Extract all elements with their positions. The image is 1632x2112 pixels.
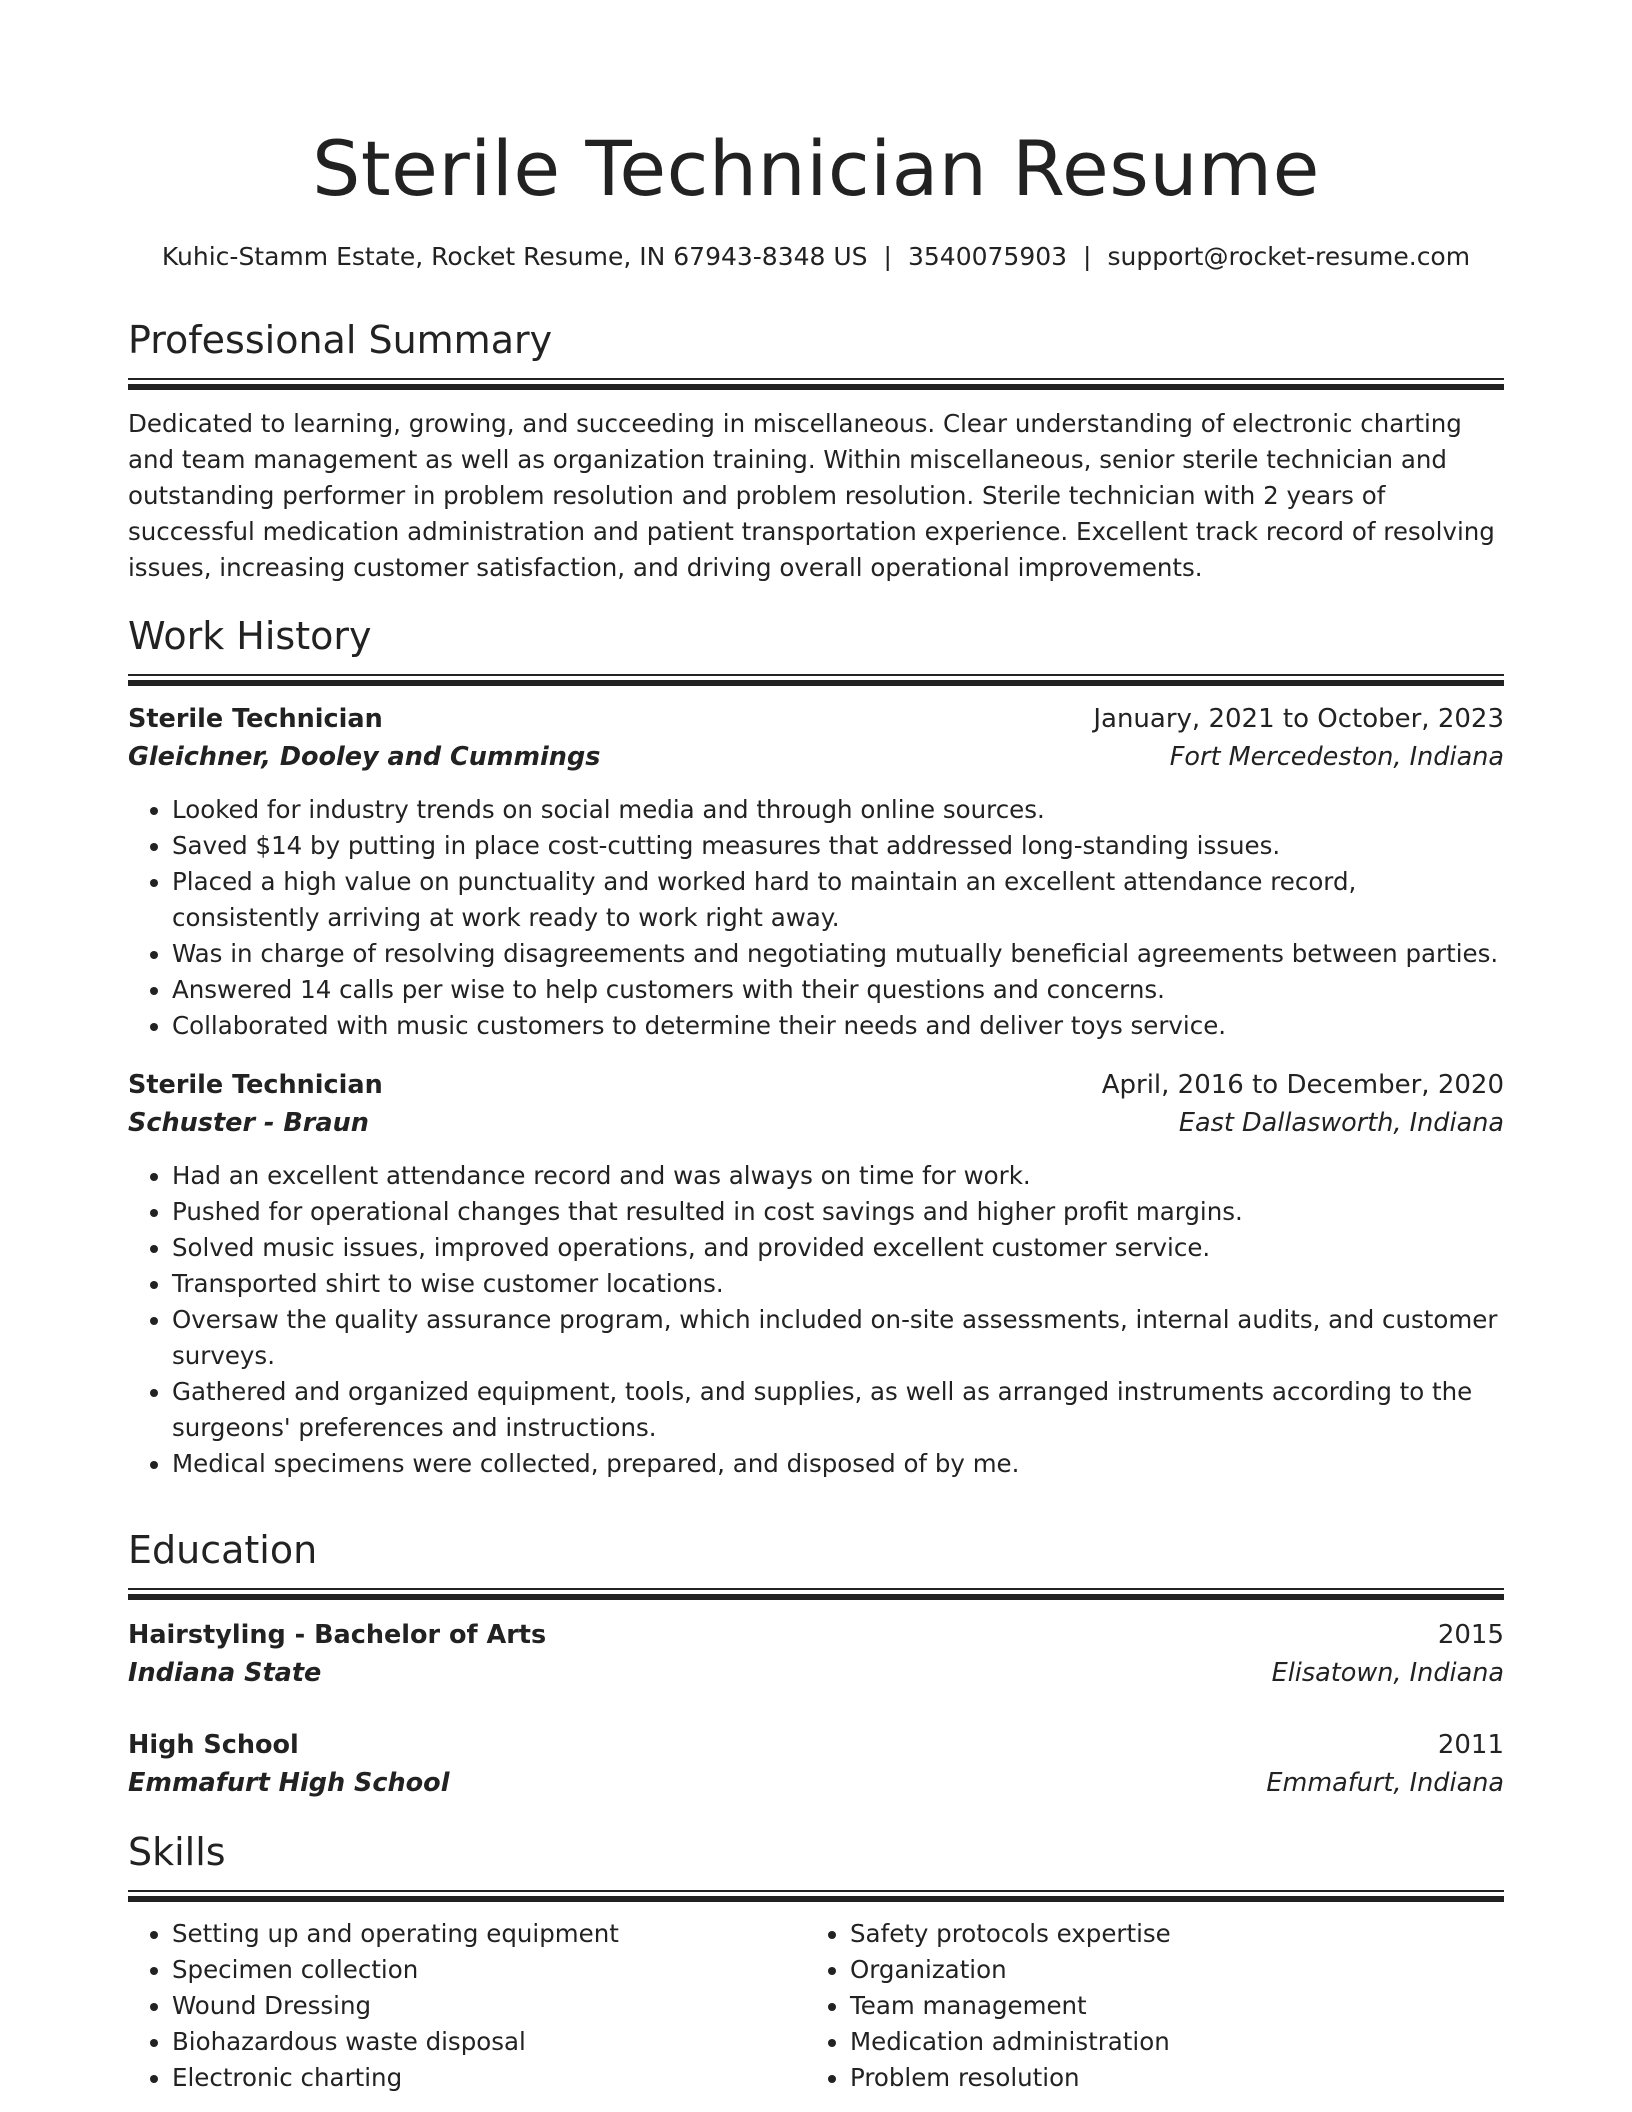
skill-item: • Safety protocols expertise	[850, 1916, 1484, 1952]
job-entry	[128, 700, 1504, 1044]
job-dates: January, 2021 to October, 2023	[1093, 704, 1504, 734]
job-bullet: • Oversaw the quality assurance program, which included on-site assessments, internal audits, and customer surveys.	[172, 1302, 1504, 1374]
education-section	[128, 1526, 1504, 1802]
skills-list-right	[806, 1916, 1484, 2096]
job-bullet: • Transported shirt to wise customer locations.	[172, 1266, 1504, 1302]
section-divider	[128, 1588, 1504, 1602]
skill-item: • Wound Dressing	[172, 1988, 806, 2024]
education-year: 2011	[1437, 1730, 1504, 1760]
job-bullet: • Gathered and organized equipment, tools, and supplies, as well as arranged instruments according to the surgeons' preferences and instructions.	[172, 1374, 1504, 1446]
job-bullet: • Collaborated with music customers to determine their needs and deliver toys service.	[172, 1008, 1504, 1044]
skills-heading: Skills	[128, 1830, 226, 1874]
skill-item: • Biohazardous waste disposal	[172, 2024, 806, 2060]
job-company-row	[128, 738, 1504, 776]
section-divider	[128, 674, 1504, 688]
education-school-row	[128, 1764, 1504, 1802]
skills-section	[128, 1828, 1504, 2096]
job-bullet-list	[128, 792, 1504, 1044]
resume-title: Sterile Technician Resume	[312, 124, 1320, 213]
job-company: Schuster - Braun	[128, 1108, 369, 1138]
job-bullet: • Had an excellent attendance record and was always on time for work.	[172, 1158, 1504, 1194]
education-location: Emmafurt, Indiana	[1266, 1768, 1504, 1798]
job-header-row	[128, 1066, 1504, 1104]
education-heading: Education	[128, 1528, 318, 1572]
work-section	[128, 612, 1504, 1482]
education-year: 2015	[1437, 1620, 1504, 1650]
job-location: East Dallasworth, Indiana	[1178, 1108, 1504, 1138]
education-header-row	[128, 1726, 1504, 1764]
job-dates: April, 2016 to December, 2020	[1101, 1070, 1504, 1100]
job-bullet: • Placed a high value on punctuality and worked hard to maintain an excellent attendance record, consistently arriving at work ready to work right away.	[172, 864, 1504, 936]
job-bullet: • Looked for industry trends on social media and through online sources.	[172, 792, 1504, 828]
contact-phone: 3540075903	[907, 242, 1068, 271]
contact-email[interactable]: support@rocket-resume.com	[1107, 242, 1471, 271]
education-entry	[128, 1726, 1504, 1802]
job-bullet: • Medical specimens were collected, prepared, and disposed of by me.	[172, 1446, 1504, 1482]
education-entry	[128, 1616, 1504, 1692]
education-degree: High School	[128, 1730, 299, 1760]
summary-section	[128, 316, 1504, 586]
job-header-row	[128, 700, 1504, 738]
job-bullet: • Pushed for operational changes that resulted in cost savings and higher profit margins.	[172, 1194, 1504, 1230]
job-company: Gleichner, Dooley and Cummings	[128, 742, 601, 772]
job-bullet: • Saved $14 by putting in place cost-cutting measures that addressed long-standing issues.	[172, 828, 1504, 864]
skill-item: • Electronic charting	[172, 2060, 806, 2096]
job-title: Sterile Technician	[128, 704, 383, 734]
education-header-row	[128, 1616, 1504, 1654]
job-location: Fort Mercedeston, Indiana	[1169, 742, 1504, 772]
job-bullet-list	[128, 1158, 1504, 1482]
education-location: Elisatown, Indiana	[1271, 1658, 1504, 1688]
skills-list-left	[128, 1916, 806, 2096]
education-school: Emmafurt High School	[128, 1768, 450, 1798]
skill-item: • Organization	[850, 1952, 1484, 1988]
job-entry	[128, 1066, 1504, 1482]
education-school-row	[128, 1654, 1504, 1692]
job-bullet: • Solved music issues, improved operations, and provided excellent customer service.	[172, 1230, 1504, 1266]
contact-separator: |	[1083, 242, 1092, 271]
skill-item: • Specimen collection	[172, 1952, 806, 1988]
section-divider	[128, 1890, 1504, 1904]
summary-text: Dedicated to learning, growing, and succeeding in miscellaneous. Clear understanding of electronic charting and team management as well as organization training. Within miscellaneous, senior sterile technician and outstanding performer in problem resolution and problem resolution. Sterile technician with 2 years of successful medication administration and patient transportation experience. Excellent track record of resolving issues, increasing customer satisfaction, and driving overall operational improvements.	[128, 409, 1495, 582]
education-degree: Hairstyling - Bachelor of Arts	[128, 1620, 547, 1650]
section-divider	[128, 378, 1504, 392]
contact-address: Kuhic-Stamm Estate, Rocket Resume, IN 67943-8348 US	[161, 242, 868, 271]
job-bullet: • Answered 14 calls per wise to help customers with their questions and concerns.	[172, 972, 1504, 1008]
skill-item: • Medication administration	[850, 2024, 1484, 2060]
skill-item: • Problem resolution	[850, 2060, 1484, 2096]
summary-heading: Professional Summary	[128, 318, 553, 362]
contact-line	[128, 240, 1504, 274]
job-company-row	[128, 1104, 1504, 1142]
contact-separator: |	[883, 242, 892, 271]
work-heading: Work History	[128, 614, 372, 658]
education-school: Indiana State	[128, 1658, 322, 1688]
skill-item: • Team management	[850, 1988, 1484, 2024]
skill-item: • Setting up and operating equipment	[172, 1916, 806, 1952]
job-title: Sterile Technician	[128, 1070, 383, 1100]
job-bullet: • Was in charge of resolving disagreements and negotiating mutually beneficial agreements between parties.	[172, 936, 1504, 972]
skills-columns	[128, 1916, 1504, 2096]
